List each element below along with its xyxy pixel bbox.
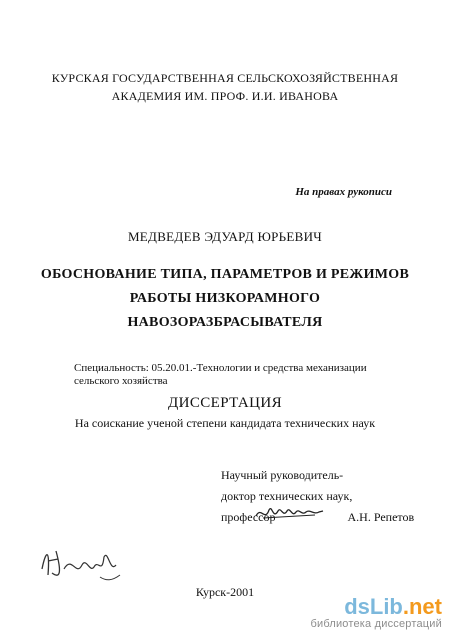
handwritten-mark	[36, 543, 126, 587]
dslib-watermark	[310, 596, 442, 630]
specialty-text: Специальность: 05.20.01.-Технологии и средства механизации сельского хозяйства	[74, 362, 367, 387]
thesis-title-line-3: НАВОЗОРАЗБРАСЫВАТЕЛЯ	[127, 315, 323, 330]
supervisor-line-1: Научный руководитель-	[221, 468, 344, 482]
institution-line-1: КУРСКАЯ ГОСУДАРСТВЕННАЯ СЕЛЬСКОХОЗЯЙСТВЕННАЯ	[51, 71, 399, 85]
supervisor-title: профессор	[221, 510, 276, 524]
author-name: МЕДВЕДЕВ ЭДУАРД ЮРЬЕВИЧ	[127, 229, 323, 244]
degree-line: На соискание ученой степени кандидата технических наук	[74, 416, 376, 430]
supervisor-name: А.Н. Репетов	[347, 510, 415, 524]
city-year: Курск-2001	[195, 585, 255, 599]
dslib-logo: dsLib.net	[344, 594, 442, 619]
thesis-title-line-1: ОБОСНОВАНИЕ ТИПА, ПАРАМЕТРОВ И РЕЖИМОВ	[40, 267, 410, 282]
supervisor-signature	[253, 502, 327, 526]
document-type-heading: ДИССЕРТАЦИЯ	[167, 395, 283, 411]
institution-line-2: АКАДЕМИЯ ИМ. ПРОФ. И.И. ИВАНОВА	[111, 89, 339, 103]
thesis-title-line-2: РАБОТЫ НИЗКОРАМНОГО	[129, 291, 321, 306]
manuscript-rights-note: На правах рукописи	[295, 186, 392, 198]
supervisor-line-2: доктор технических наук,	[221, 489, 353, 503]
dslib-caption: библиотека диссертаций	[310, 618, 442, 630]
